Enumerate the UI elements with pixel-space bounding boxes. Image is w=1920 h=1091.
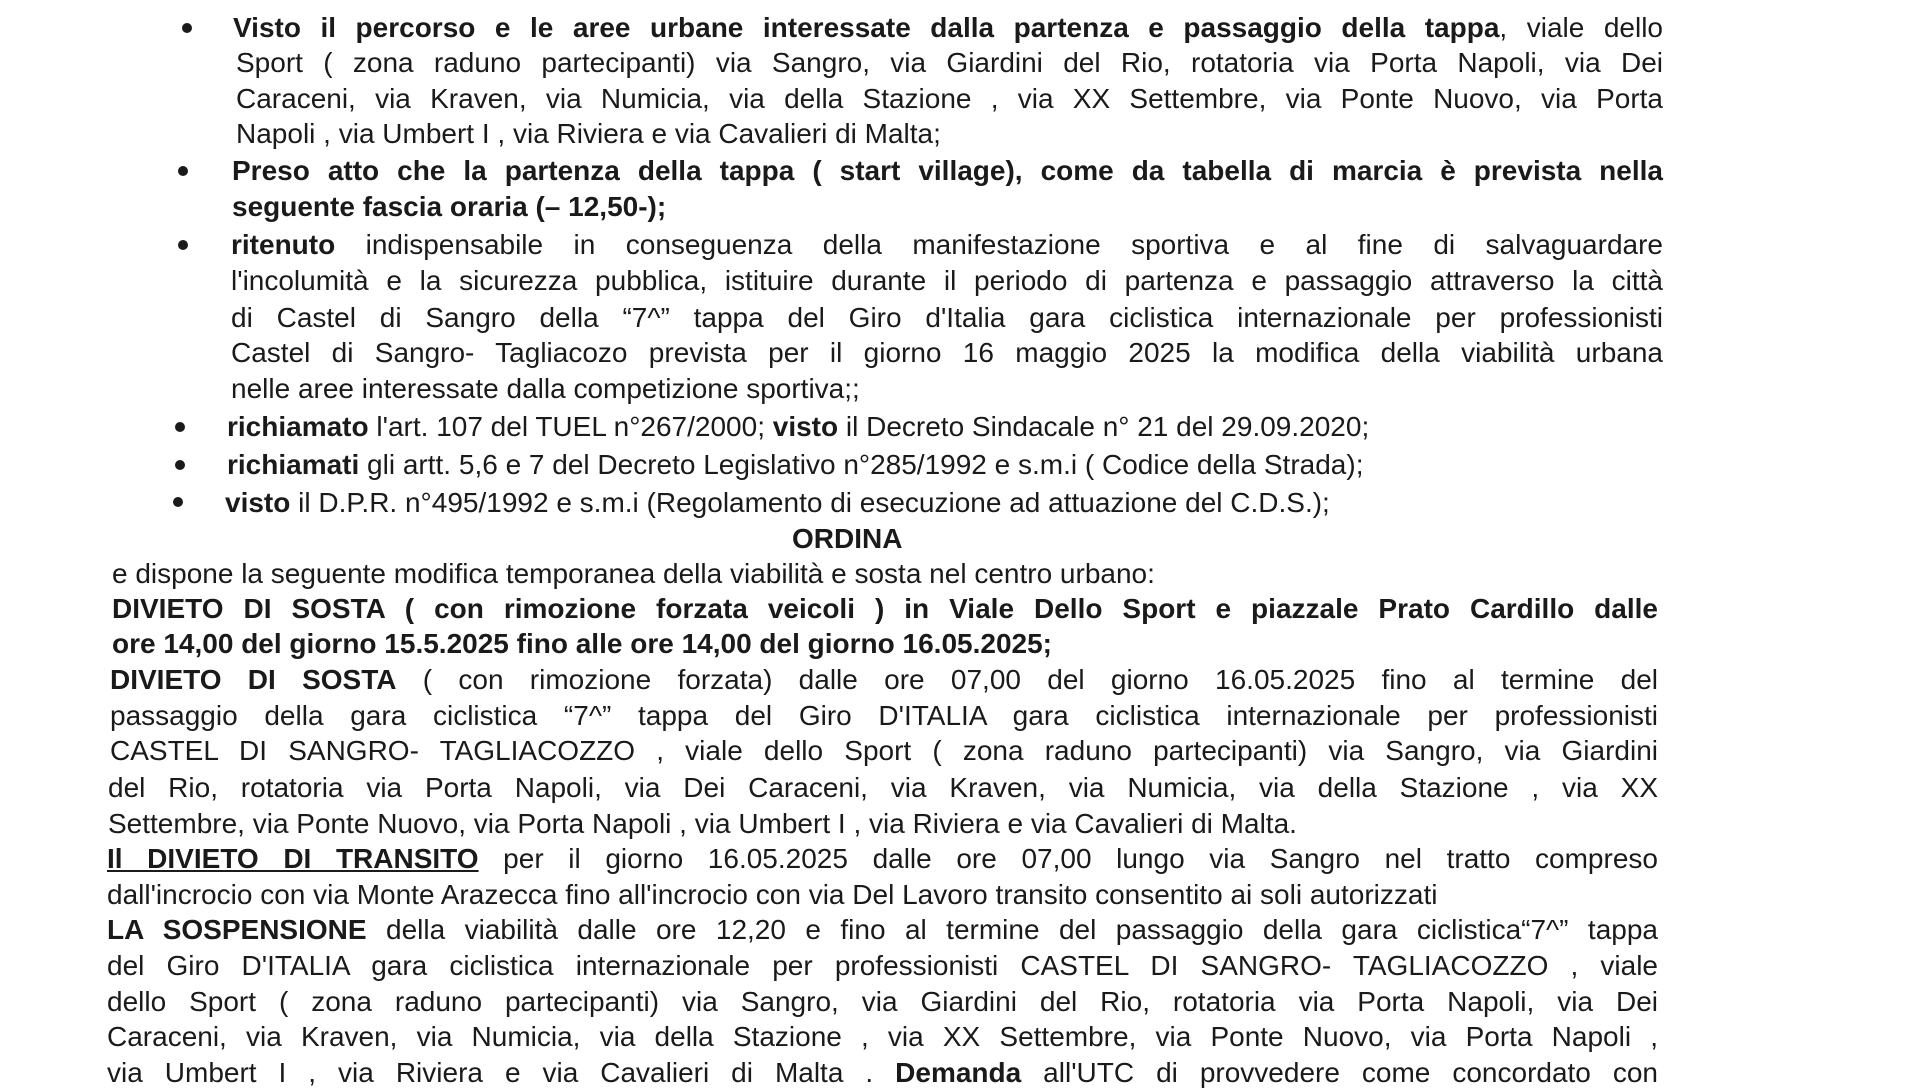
bullet-dot <box>178 166 188 176</box>
bold-text: LA SOSPENSIONE <box>107 914 367 945</box>
bold-text: Visto il percorso e le aree urbane interessate dalla partenza e passaggio della tappa <box>233 12 1500 43</box>
text-line: Settembre, via Ponte Nuovo, via Porta Napoli , via Umbert I , via Riviera e via Cavalieri di Malta. <box>108 808 1297 839</box>
text-line: DIVIETO DI SOSTA ( con rimozione forzata veicoli ) in Viale Dello Sport e piazzale Prato Cardillo dalle <box>112 593 1658 624</box>
text: indispensabile in conseguenza della manifestazione sportiva e al fine di salvaguardare <box>335 229 1663 260</box>
text-line: Caraceni, via Kraven, via Numicia, via della Stazione , via XX Settembre, via Ponte Nuovo, via Porta Napoli , <box>107 1021 1658 1052</box>
bullet-dot <box>182 23 192 33</box>
bold-text: ritenuto <box>231 229 336 260</box>
bullet-dot <box>175 460 185 470</box>
text-line: Napoli , via Umbert I , via Riviera e via Cavalieri di Malta; <box>236 118 941 149</box>
text-line <box>107 841 1658 877</box>
text: ( con rimozione forzata) dalle ore 07,00 del giorno 16.05.2025 fino al termine del <box>396 664 1658 695</box>
text: via Umbert I , via Riviera e via Cavalieri di Malta . <box>107 1057 896 1088</box>
text-line <box>231 227 1663 263</box>
bold-text: visto <box>772 411 839 442</box>
text-line: l'incolumità e la sicurezza pubblica, istituire durante il periodo di partenza e passaggio attraverso la città <box>231 265 1663 296</box>
underlined-text: Il DIVIETO DI TRANSITO <box>107 843 479 874</box>
ordina-heading: ORDINA <box>792 523 903 554</box>
text-line: Sport ( zona raduno partecipanti) via Sangro, via Giardini del Rio, rotatoria via Porta Napoli, via Dei <box>236 47 1663 78</box>
text-line: del Rio, rotatoria via Porta Napoli, via Dei Caraceni, via Kraven, via Numicia, via della Stazione , via XX <box>108 772 1658 803</box>
text-line: nelle aree interessate dalla competizione sportiva;; <box>231 373 860 404</box>
text-line <box>227 409 1369 445</box>
text-line <box>107 912 1658 948</box>
text-line <box>227 447 1363 483</box>
text: all'UTC di provvedere come concordato con <box>1021 1057 1659 1088</box>
text-line: di Castel di Sangro della “7^” tappa del Giro d'Italia gara ciclistica internazionale per professionisti <box>231 302 1663 333</box>
bullet-dot <box>178 240 188 250</box>
text-line: seguente fascia oraria (– 12,50-); <box>232 191 667 222</box>
text: della viabilità dalle ore 12,20 e fino al termine del passaggio della gara ciclistica“7^” tappa <box>366 914 1658 945</box>
bullet-dot <box>175 422 185 432</box>
text: il D.P.R. n°495/1992 e s.m.i (Regolamento di esecuzione ad attuazione del C.D.S.); <box>290 487 1330 518</box>
text-line: CASTEL DI SANGRO- TAGLIACOZZO , viale dello Sport ( zona raduno partecipanti) via Sangro, via Giardini <box>110 735 1658 766</box>
bullet-dot <box>173 497 183 507</box>
text: per il giorno 16.05.2025 dalle ore 07,00 lungo via Sangro nel tratto compreso <box>478 843 1658 874</box>
text-line: Preso atto che la partenza della tappa ( start village), come da tabella di marcia è prevista nella <box>232 155 1663 186</box>
text-line: del Giro D'ITALIA gara ciclistica internazionale per professionisti CASTEL DI SANGRO- TAGLIACOZZO , viale <box>107 950 1658 981</box>
text-line: e dispone la seguente modifica temporanea della viabilità e sosta nel centro urbano: <box>112 558 1155 589</box>
text-line <box>225 485 1330 521</box>
bold-text: richiamati <box>227 449 360 480</box>
text-line: passaggio della gara ciclistica “7^” tappa del Giro D'ITALIA gara ciclistica internazionale per professionisti <box>110 700 1658 731</box>
text-line <box>233 10 1663 46</box>
bold-text: visto <box>225 487 291 518</box>
text-line: dello Sport ( zona raduno partecipanti) via Sangro, via Giardini del Rio, rotatoria via Porta Napoli, via Dei <box>107 986 1658 1017</box>
text-line <box>107 1055 1658 1091</box>
text-line: Caraceni, via Kraven, via Numicia, via della Stazione , via XX Settembre, via Ponte Nuovo, via Porta <box>236 83 1663 114</box>
text-line: ore 14,00 del giorno 15.5.2025 fino alle ore 14,00 del giorno 16.05.2025; <box>112 628 1052 659</box>
bold-text: richiamato <box>227 411 369 442</box>
text: , viale dello <box>1499 12 1663 43</box>
bold-text: DIVIETO DI SOSTA <box>110 664 397 695</box>
text-line: Castel di Sangro- Tagliacozo prevista per il giorno 16 maggio 2025 la modifica della viabilità urbana <box>231 337 1663 368</box>
text: il Decreto Sindacale n° 21 del 29.09.2020; <box>838 411 1370 442</box>
text-line <box>110 662 1658 698</box>
text: gli artt. 5,6 e 7 del Decreto Legislativo n°285/1992 e s.m.i ( Codice della Strada); <box>359 449 1364 480</box>
text: l'art. 107 del TUEL n°267/2000; <box>368 411 773 442</box>
text-line: dall'incrocio con via Monte Arazecca fino all'incrocio con via Del Lavoro transito consentito ai soli autorizzati <box>107 879 1438 910</box>
bold-text: Demanda <box>895 1057 1022 1088</box>
